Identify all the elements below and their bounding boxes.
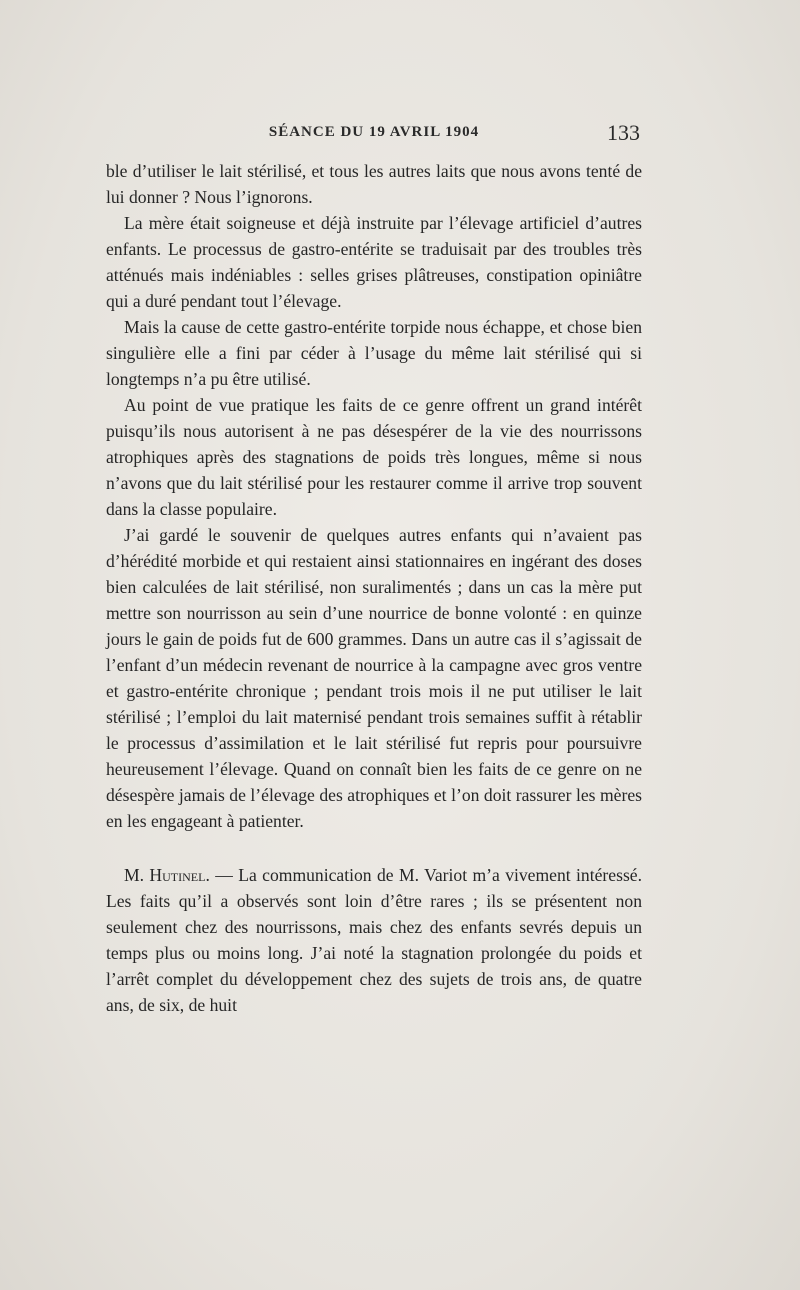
running-title: SÉANCE DU 19 AVRIL 1904 xyxy=(268,124,480,140)
speaker-name: M. Hutinel. xyxy=(124,865,210,885)
speech-paragraph xyxy=(106,862,642,1018)
paragraph: Au point de vue pratique les faits de ce genre offrent un grand intérêt puisqu’ils nous autorisent à ne pas désespérer de la vie des nourrissons atrophiques après des stagnations de poids très longues, même si nous n’avons que du lait stérilisé pour les restaurer comme il arrive trop souvent dans la classe populaire. xyxy=(106,395,642,519)
body-text xyxy=(106,158,642,1018)
speech-text: — La communication de M. Variot m’a vivement intéressé. Les faits qu’il a observés sont loin d’être rares ; ils se présentent non seulement chez des nourrissons, mais chez des enfants sevrés depuis un temps plus ou moins long. J’ai noté la stagnation prolongée du poids et l’arrêt complet du développement chez des sujets de trois ans, de quatre ans, de six, de huit xyxy=(106,865,642,1015)
paragraph: La mère était soigneuse et déjà instruite par l’élevage artificiel d’autres enfants. Le processus de gastro-entérite se traduisait par des troubles très atténués mais indéniables : selles grises plâtreuses, constipation opiniâtre qui a duré pendant tout l’élevage. xyxy=(106,213,642,311)
page-number: 133 xyxy=(607,120,640,145)
running-head xyxy=(106,120,642,150)
paragraph-continuation: ble d’utiliser le lait stérilisé, et tous les autres laits que nous avons tenté de lui donner ? Nous l’ignorons. xyxy=(106,161,642,207)
paragraph: Mais la cause de cette gastro-entérite torpide nous échappe, et chose bien singulière elle a fini par céder à l’usage du même lait stérilisé qui si longtemps n’a pu être utilisé. xyxy=(106,317,642,389)
paragraph: J’ai gardé le souvenir de quelques autres enfants qui n’avaient pas d’hérédité morbide et qui restaient ainsi stationnaires en ingérant des doses bien calculées de lait stérilisé, non suralimentés ; dans un cas la mère put mettre son nourrisson au sein d’une nourrice de bonne volonté : en quinze jours le gain de poids fut de 600 grammes. Dans un autre cas il s’agissait de l’enfant d’un médecin revenant de nourrice à la campagne avec gros ventre et gastro-entérite chronique ; pendant trois mois il ne put utiliser le lait stérilisé ; l’emploi du lait maternisé pendant trois semaines suffit à rétablir le processus d’assimilation et le lait stérilisé fut repris pour poursuivre heureusement l’élevage. Quand on connaît bien les faits de ce genre on ne désespère jamais de l’élevage des atrophiques et l’on doit rassurer les mères en les engageant à patienter. xyxy=(106,525,642,831)
